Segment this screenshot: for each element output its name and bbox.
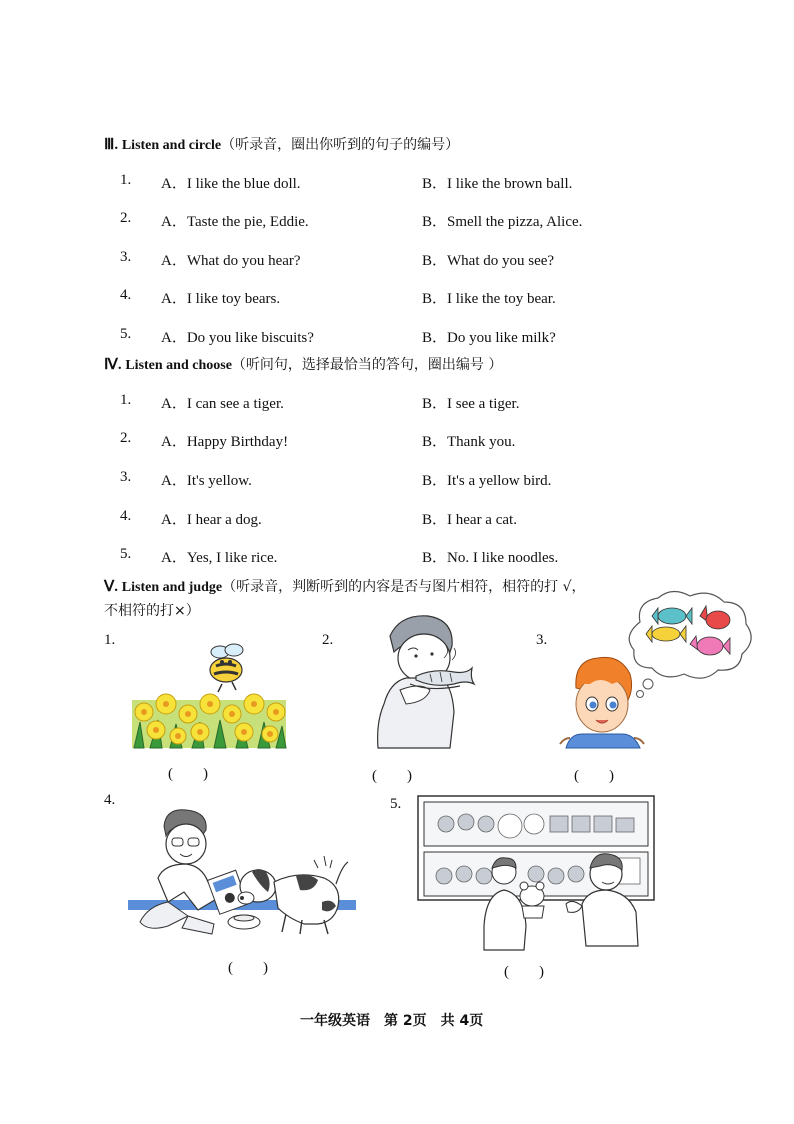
bee-flowers-picture xyxy=(130,642,290,752)
section5-title-cn2: 不相符的打×） xyxy=(104,603,200,619)
s4-q1-option-b: B．I see a tiger. xyxy=(422,396,520,412)
section3-title-cn: （听录音，圈出你听到的句子的编号） xyxy=(221,137,460,153)
s4-q4-number: 4. xyxy=(120,508,132,524)
boy-dog-picture xyxy=(128,806,358,941)
s4-q2-number: 2. xyxy=(120,430,132,446)
s3-q1-option-a: A．I like the blue doll. xyxy=(161,176,301,192)
pic3-number: 3. xyxy=(536,632,548,648)
s3-q2-number: 2. xyxy=(120,210,132,226)
s3-q5-option-a: A．Do you like biscuits? xyxy=(161,330,314,346)
pic5-answer-parentheses[interactable]: ( ) xyxy=(504,964,544,980)
s4-q4-option-b: B．I hear a cat. xyxy=(422,512,517,528)
s4-q1-option-a: A．I can see a tiger. xyxy=(161,396,284,412)
s4-q4-option-a: A．I hear a dog. xyxy=(161,512,262,528)
s4-q5-option-b: B．No. I like noodles. xyxy=(422,550,559,566)
section5-title-cn: （听录音，判断听到的内容是否与图片相符，相符的打 √， xyxy=(222,579,586,595)
s4-q3-option-a: A．It's yellow. xyxy=(161,473,252,489)
pic2-number: 2. xyxy=(322,632,334,648)
s4-q2-option-b: B．Thank you. xyxy=(422,434,516,450)
s4-q5-option-a: A．Yes, I like rice. xyxy=(161,550,278,566)
s3-q2-option-a: A．Taste the pie, Eddie. xyxy=(161,214,309,230)
pic1-number: 1. xyxy=(104,632,116,648)
pic2-answer-parentheses[interactable]: ( ) xyxy=(372,768,412,784)
pic3-answer-parentheses[interactable]: ( ) xyxy=(574,768,614,784)
section5-number: Ⅴ. xyxy=(104,579,119,595)
pic1-answer-parentheses[interactable]: ( ) xyxy=(168,766,208,782)
section5-title-line2 xyxy=(104,600,200,620)
s3-q4-option-b: B．I like the toy bear. xyxy=(422,291,556,307)
section4-number: Ⅳ. xyxy=(104,357,122,373)
s3-q1-option-b: B．I like the brown ball. xyxy=(422,176,573,192)
pic4-number: 4. xyxy=(104,792,116,808)
s3-q3-option-b: B．What do you see? xyxy=(422,253,555,269)
s4-q3-number: 3. xyxy=(120,469,132,485)
s3-q3-number: 3. xyxy=(120,249,132,265)
section3-title-en: Listen and circle xyxy=(121,138,222,153)
s3-q2-option-b: B．Smell the pizza, Alice. xyxy=(422,214,583,230)
s4-q3-option-b: B．It's a yellow bird. xyxy=(422,473,552,489)
s3-q4-option-a: A．I like toy bears. xyxy=(161,291,281,307)
section4-title xyxy=(104,354,502,374)
s3-q3-option-a: A．What do you hear? xyxy=(161,253,301,269)
pic4-answer-parentheses[interactable]: ( ) xyxy=(228,960,268,976)
s4-q5-number: 5. xyxy=(120,546,132,562)
s3-q1-number: 1. xyxy=(120,172,132,188)
s3-q5-option-b: B．Do you like milk? xyxy=(422,330,556,346)
toy-shelf-picture xyxy=(416,794,656,954)
boy-fish-picture xyxy=(370,612,480,752)
s4-q2-option-a: A．Happy Birthday! xyxy=(161,434,289,450)
pic5-number: 5. xyxy=(390,796,402,812)
section3-title xyxy=(104,134,459,154)
boy-candy-picture xyxy=(560,588,760,753)
section4-title-en: Listen and choose xyxy=(125,358,232,373)
s3-q4-number: 4. xyxy=(120,287,132,303)
s4-q1-number: 1. xyxy=(120,392,132,408)
section4-title-cn: （听问句，选择最恰当的答句，圈出编号 ） xyxy=(231,357,503,373)
section3-number: Ⅲ. xyxy=(104,137,119,153)
section5-title-en: Listen and judge xyxy=(121,580,223,595)
s3-q5-number: 5. xyxy=(120,326,132,342)
page-footer: 一年级英语 第 2页 共 4页 xyxy=(300,1013,484,1029)
section5-title xyxy=(104,576,586,596)
